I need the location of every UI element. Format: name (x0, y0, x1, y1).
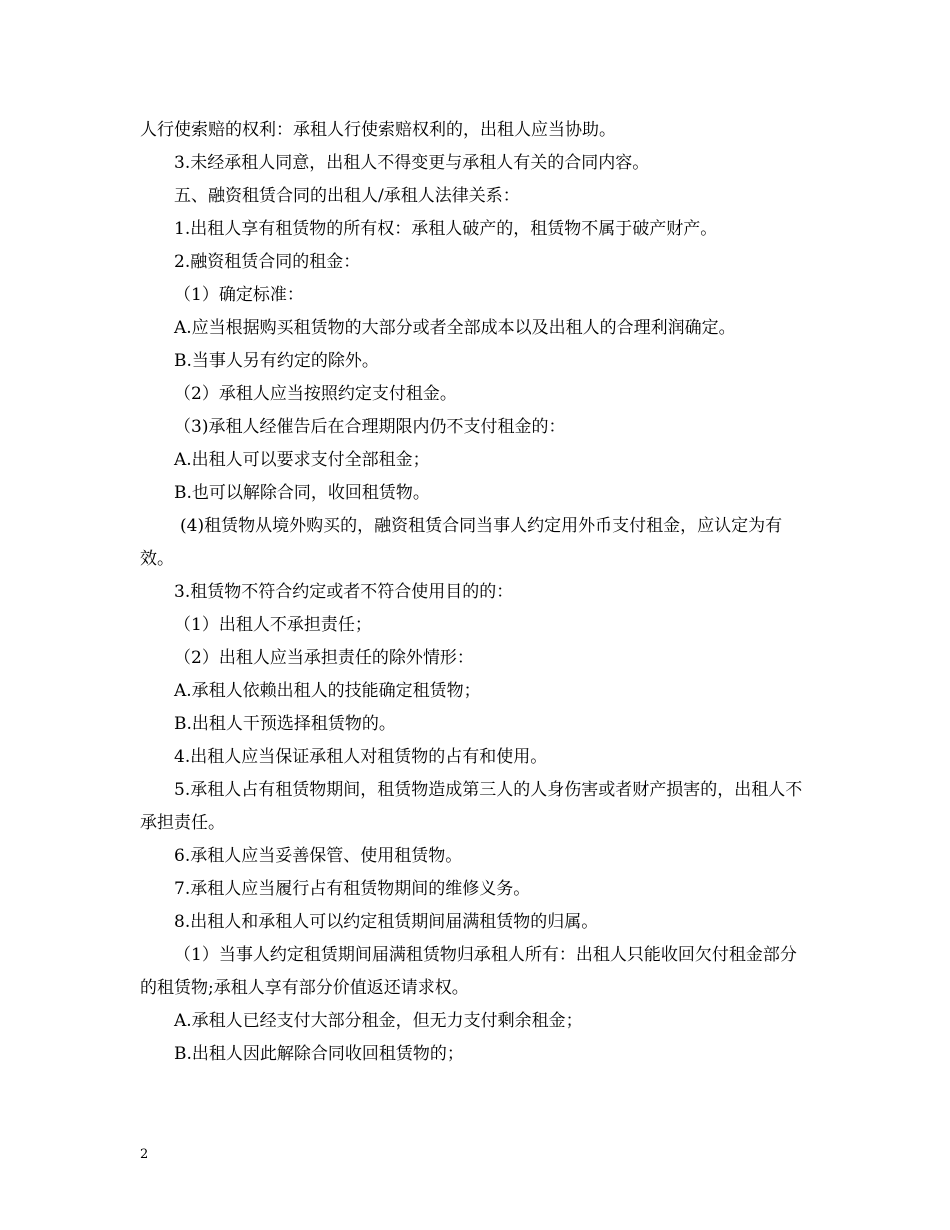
paragraph: 7.承租人应当履行占有租赁物期间的维修义务。 (174, 879, 531, 899)
paragraph: B.也可以解除合同，收回租赁物。 (174, 483, 430, 503)
paragraph: B.出租人干预选择租赁物的。 (174, 714, 396, 734)
paragraph: （2）承租人应当按照约定支付租金。 (174, 384, 457, 404)
paragraph: 6.承租人应当妥善保管、使用租赁物。 (174, 846, 463, 866)
paragraph: A.应当根据购买租赁物的大部分或者全部成本以及出租人的合理利润确定。 (174, 318, 736, 338)
paragraph: 2.融资租赁合同的租金： (174, 252, 361, 272)
paragraph: 3.未经承租人同意，出租人不得变更与承租人有关的合同内容。 (174, 153, 650, 173)
paragraph: 人行使索赔的权利：承租人行使索赔权利的，出租人应当协助。 (140, 120, 616, 140)
paragraph: A.出租人可以要求支付全部租金； (174, 450, 430, 470)
page-number: 2 (140, 1147, 149, 1162)
paragraph: （1）出租人不承担责任； (174, 615, 372, 635)
section-heading: 五、融资租赁合同的出租人/承租人法律关系： (174, 186, 520, 206)
paragraph: （1）当事人约定租赁期间届满租赁物归承租人所有：出租人只能收回欠付租金部分的租赁物;承租人享有部分价值返还请求权。 (140, 945, 797, 998)
paragraph: 5.承租人占有租赁物期间，租赁物造成第三人的人身伤害或者财产损害的，出租人不承担责任。 (140, 780, 803, 833)
paragraph: （2）出租人应当承担责任的除外情形： (174, 648, 474, 668)
paragraph: 8.出租人和承租人可以约定租赁期间届满租赁物的归属。 (174, 912, 599, 932)
paragraph: B.出租人因此解除合同收回租赁物的； (174, 1044, 464, 1064)
paragraph: (4)租赁物从境外购买的，融资租赁合同当事人约定用外币支付租金，应认定为有效。 (140, 516, 783, 569)
paragraph: B.当事人另有约定的除外。 (174, 351, 379, 371)
document-body (140, 114, 812, 1071)
paragraph: （1）确定标准： (174, 285, 304, 305)
paragraph: 1.出租人享有租赁物的所有权：承租人破产的，租赁物不属于破产财产。 (174, 219, 718, 239)
paragraph: A.承租人已经支付大部分租金，但无力支付剩余租金； (174, 1011, 583, 1031)
paragraph: （3)承租人经催告后在合理期限内仍不支付租金的： (174, 417, 566, 437)
paragraph: 4.出租人应当保证承租人对租赁物的占有和使用。 (174, 747, 548, 767)
paragraph: 3.租赁物不符合约定或者不符合使用目的的： (174, 582, 514, 602)
paragraph: A.承租人依赖出租人的技能确定租赁物； (174, 681, 481, 701)
